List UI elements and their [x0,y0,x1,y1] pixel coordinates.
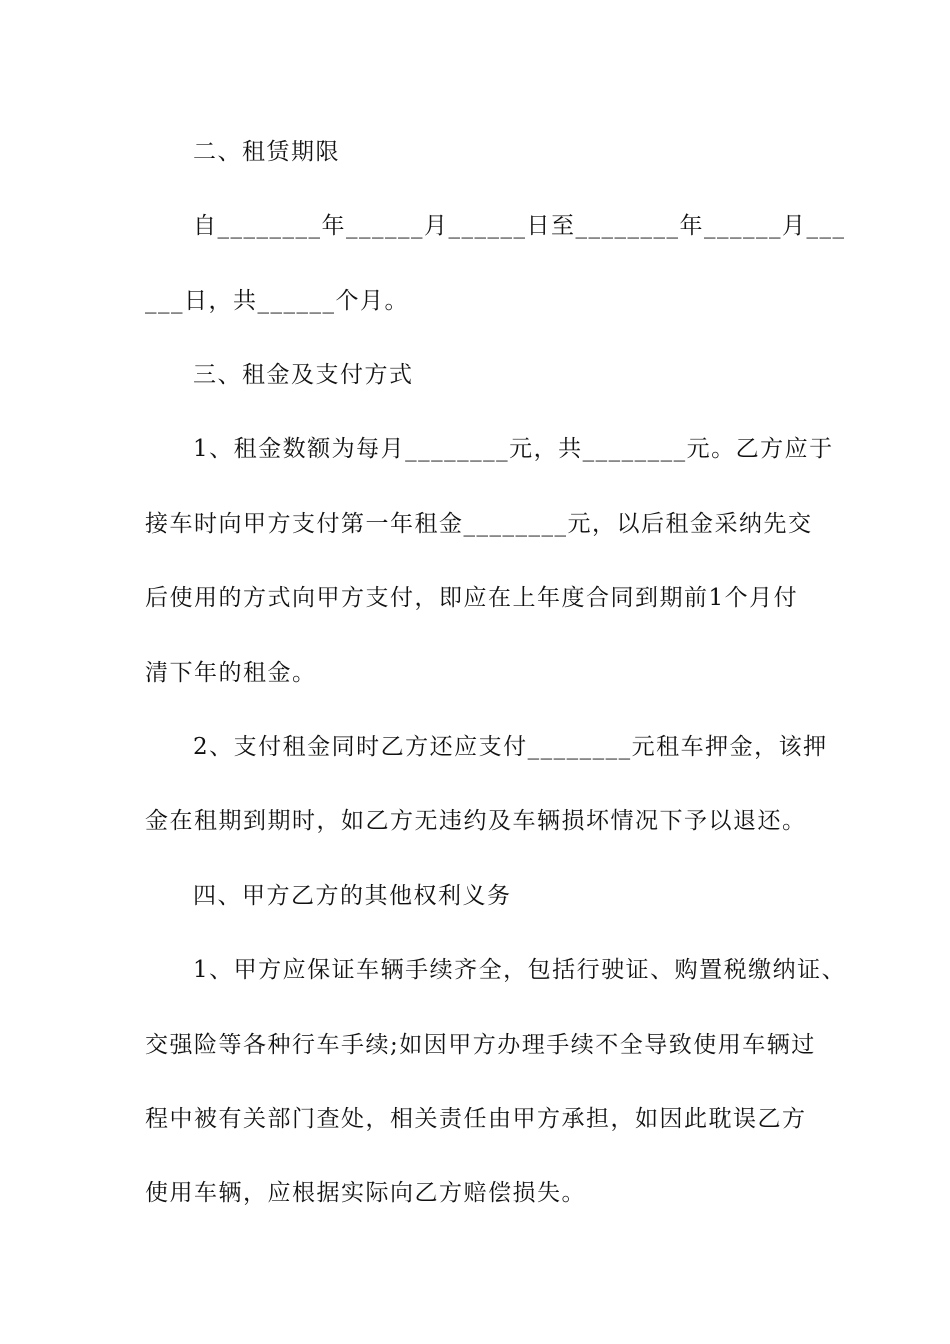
paragraph-line: 交强险等各种行车手续;如因甲方办理手续不全导致使用车辆过 [145,1032,816,1058]
paragraph-line: 程中被有关部门查处，相关责任由甲方承担，如因此耽误乙方 [145,1106,807,1132]
section-heading-rent-payment: 三、租金及支付方式 [193,362,414,388]
paragraph-line: 1、租金数额为每月________元，共________元。乙方应于 [193,436,834,462]
section-heading-rights-obligations: 四、甲方乙方的其他权利义务 [193,883,512,909]
paragraph-line: 1、甲方应保证车辆手续齐全，包括行驶证、购置税缴纳证、 [193,957,847,983]
paragraph-line: 自________年______月______日至________年______月___ [193,213,846,239]
paragraph-line: 使用车辆，应根据实际向乙方赔偿损失。 [145,1180,586,1206]
paragraph-line: 清下年的租金。 [145,660,317,686]
paragraph-line: 2、支付租金同时乙方还应支付________元租车押金，该押 [193,734,828,760]
paragraph-line: 后使用的方式向甲方支付，即应在上年度合同到期前1个月付 [145,585,799,611]
paragraph-line: 接车时向甲方支付第一年租金________元，以后租金采纳先交 [145,511,813,537]
paragraph-line: 金在租期到期时，如乙方无违约及车辆损坏情况下予以退还。 [145,808,807,834]
paragraph-line: ___日，共______个月。 [145,288,409,314]
section-heading-lease-term: 二、租赁期限 [193,139,340,165]
